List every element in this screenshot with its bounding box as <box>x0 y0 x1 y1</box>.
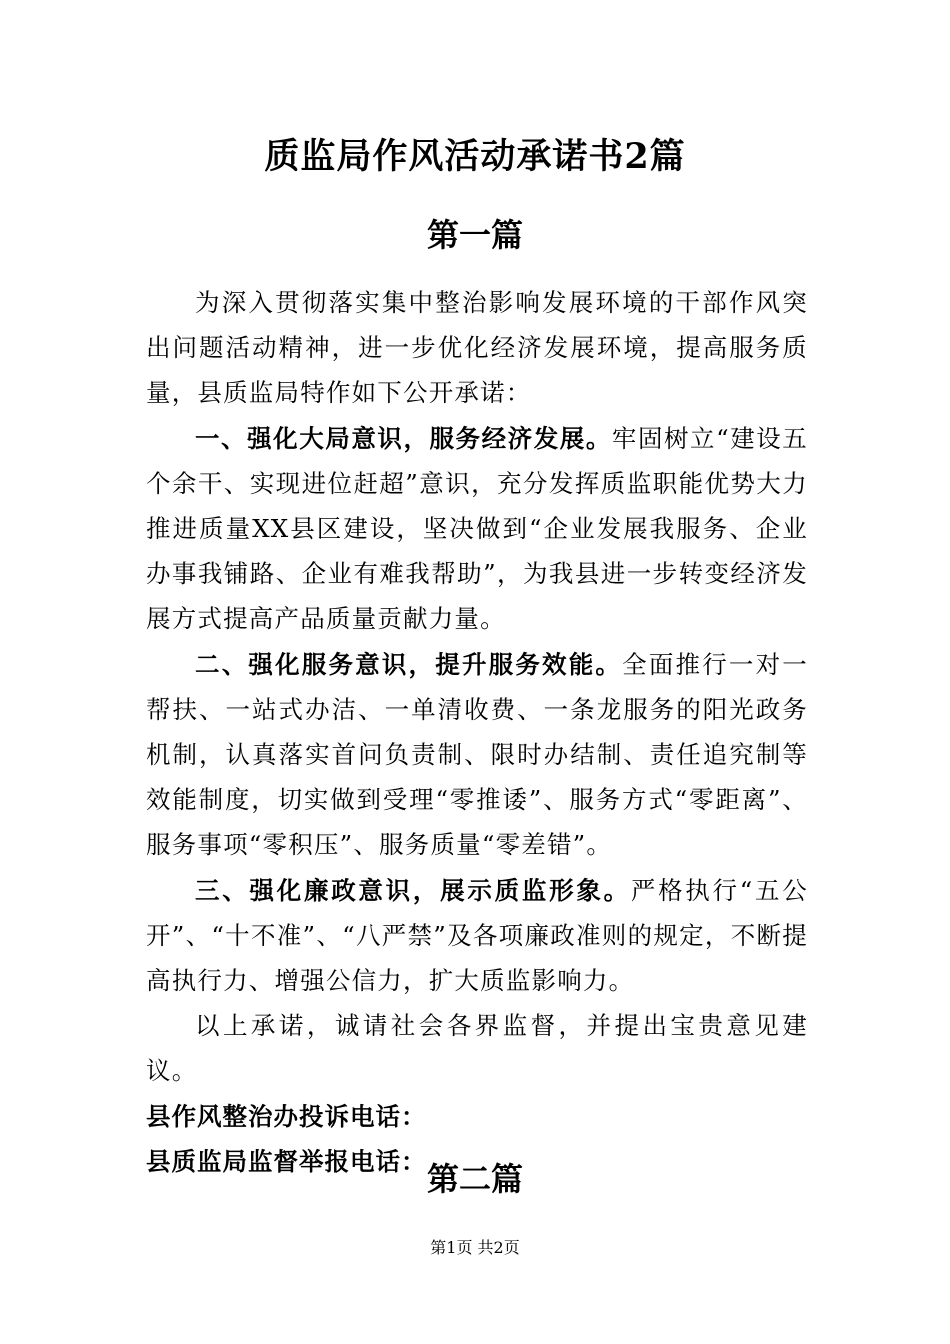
intro-paragraph: 为深入贯彻落实集中整治影响发展环境的干部作风突出问题活动精神，进一步优化经济发展环境，提高服务质量，县质监局特作如下公开承诺： <box>146 288 808 408</box>
part1-heading: 第一篇 <box>426 216 523 254</box>
closing-paragraph: 以上承诺，诚请社会各界监督，并提出宝贵意见建议。 <box>146 1011 808 1086</box>
commitment-heading-3: 三、强化廉政意识，展示质监形象。 <box>195 875 631 905</box>
commitment-text-3: 严格执行“五公开”、“十不准”、“八严禁”及各项廉政准则的规定，不断提高执行力、增强公信力，扩大质监影响力。 <box>146 875 808 996</box>
page-number-footer: 第1页 共2页 <box>430 1238 520 1257</box>
complaint-phone-label: 县作风整治办投诉电话： <box>146 1101 427 1131</box>
commitment-item-3 <box>146 868 808 1004</box>
commitment-heading-2: 二、强化服务意识，提升服务效能。 <box>195 649 623 679</box>
commitment-text-1: 牢固树立“建设五个余干、实现进位赶超”意识，充分发挥质监职能优势大力推进质量XX县区建设，坚决做到“企业发展我服务、企业办事我铺路、企业有难我帮助”，为我县进一步转变经济发展方式提高产品质量贡献力量。 <box>146 423 809 634</box>
report-phone-label: 县质监局监督举报电话： <box>146 1146 427 1176</box>
document-body <box>146 280 808 1184</box>
commitment-text-2: 全面推行一对一帮扶、一站式办洁、一单清收费、一条龙服务的阳光政务机制，认真落实首问负责制、限时办结制、责任追究制等效能制度，切实做到受理“零推诿”、服务方式“零距离”、服务事项“零积压”、服务质量“零差错”。 <box>146 649 808 860</box>
commitment-item-1 <box>146 416 808 642</box>
commitment-heading-1: 一、强化大局意识，服务经济发展。 <box>195 423 612 453</box>
part2-heading: 第二篇 <box>426 1160 523 1198</box>
commitment-item-2 <box>146 642 808 868</box>
document-title: 质监局作风活动承诺书2篇 <box>264 136 686 177</box>
